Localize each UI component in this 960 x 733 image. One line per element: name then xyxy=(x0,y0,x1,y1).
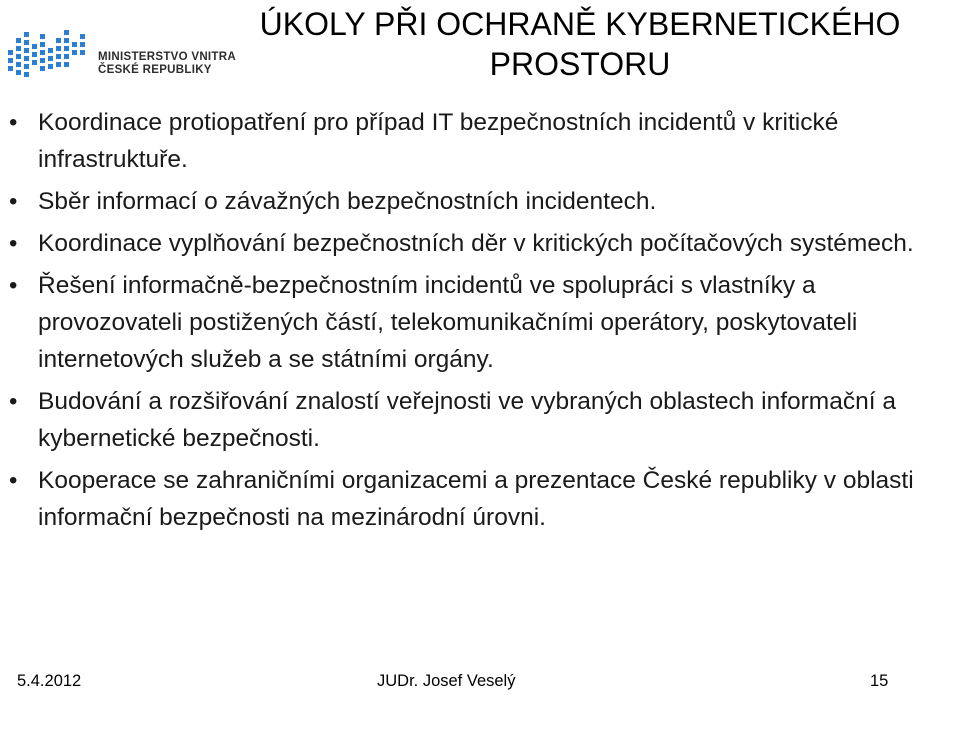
footer-date: 5.4.2012 xyxy=(17,672,82,690)
bullet-text: Koordinace protiopatření pro případ IT bezpečnostních incidentů v kritické infrastruktuře. xyxy=(38,109,839,173)
bullet-dot-icon: • xyxy=(9,272,18,299)
bullet-item xyxy=(0,267,960,378)
slide-title-line2: PROSTORU xyxy=(489,46,671,82)
ministry-logo-line1: MINISTERSTVO VNITRA xyxy=(98,51,236,63)
footer-author: JUDr. Josef Veselý xyxy=(377,672,516,690)
bullet-dot-icon: • xyxy=(9,230,18,257)
bullet-text: Kooperace se zahraničními organizacemi a prezentace České republiky v oblasti informační bezpečnosti na mezinárodní úrovni. xyxy=(38,467,914,531)
ministry-logo xyxy=(6,24,236,84)
bullet-item xyxy=(0,104,960,178)
bullet-text: Řešení informačně-bezpečnostním incidentů ve spolupráci s vlastníky a provozovateli postižených částí, telekomunikačními operátory, poskytovateli internetových služeb a se státními orgány. xyxy=(38,272,858,373)
bullet-item xyxy=(0,383,960,457)
ministry-logo-text xyxy=(98,51,236,77)
bullet-dot-icon: • xyxy=(9,467,18,494)
slide-title-line1: ÚKOLY PŘI OCHRANĚ KYBERNETICKÉHO xyxy=(259,6,901,42)
bullet-text: Koordinace vyplňování bezpečnostních děr v kritických počítačových systémech. xyxy=(38,230,914,257)
bullet-dot-icon: • xyxy=(9,388,18,415)
bullet-item xyxy=(0,462,960,536)
ministry-logo-bars-icon xyxy=(6,24,94,84)
slide-title xyxy=(230,4,930,84)
footer-page-number: 15 xyxy=(870,672,889,690)
bullet-text: Budování a rozšiřování znalostí veřejnosti ve vybraných oblastech informační a kybernetické bezpečnosti. xyxy=(38,388,896,452)
bullet-text: Sběr informací o závažných bezpečnostních incidentech. xyxy=(38,188,657,215)
bullet-list xyxy=(0,104,960,541)
ministry-logo-line2: ČESKÉ REPUBLIKY xyxy=(98,64,212,76)
bullet-item xyxy=(0,225,960,262)
bullet-dot-icon: • xyxy=(9,109,18,136)
bullet-dot-icon: • xyxy=(9,188,18,215)
bullet-item xyxy=(0,183,960,220)
